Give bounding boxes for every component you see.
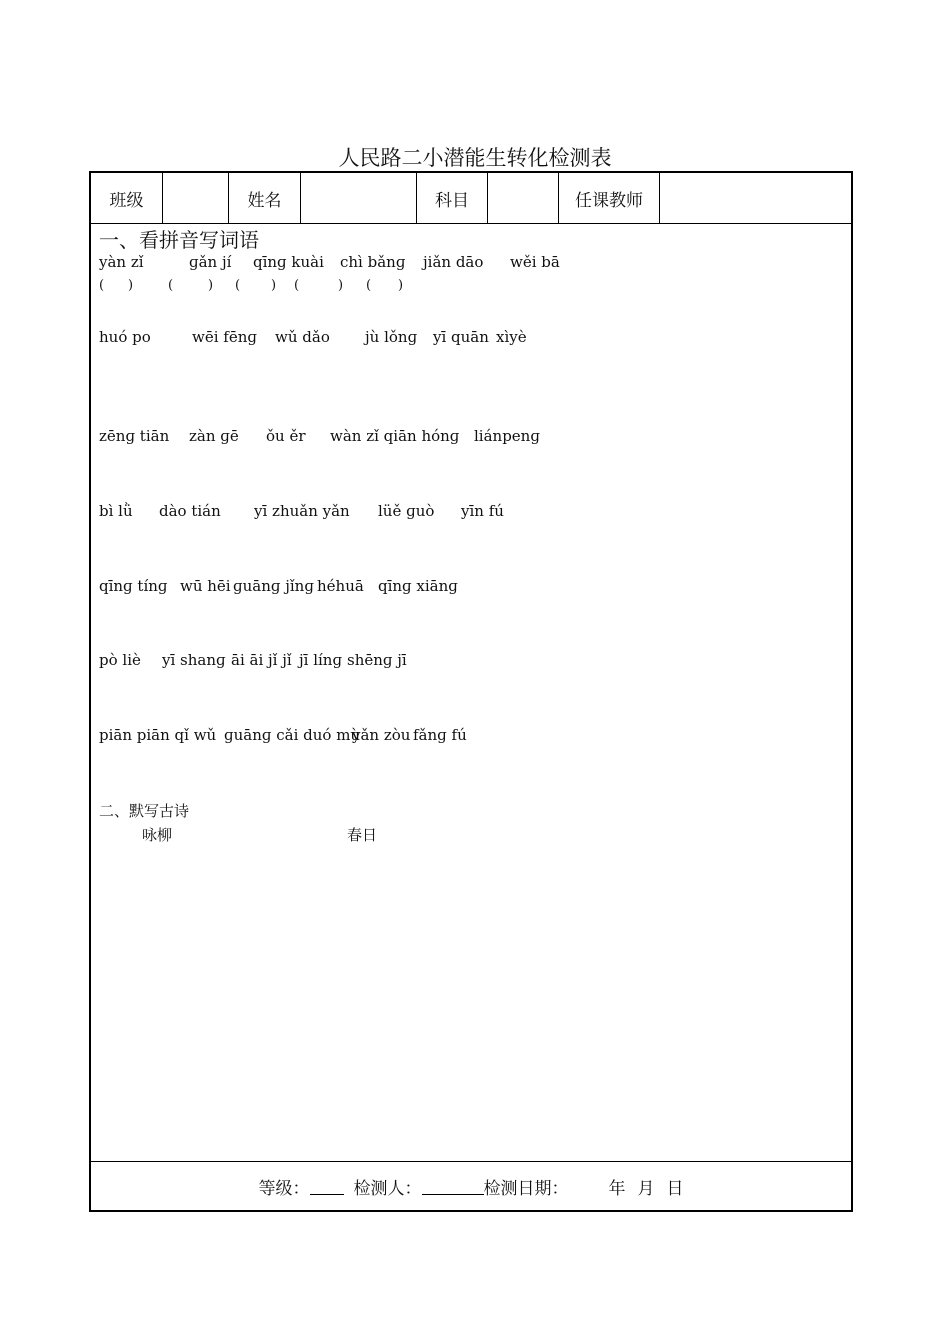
pinyin-item: xìyè (496, 328, 527, 346)
page-title: 人民路二小潜能生转化检测表 (338, 146, 612, 170)
answer-paren-close: ) (208, 278, 214, 293)
pinyin-item: shēnɡ jī (347, 651, 407, 669)
class-field[interactable] (163, 173, 229, 223)
month-label: 月 (637, 1178, 655, 1199)
content-area (91, 224, 851, 1163)
inspector-field[interactable] (422, 1178, 484, 1195)
pinyin-item: wǔ dǎo (275, 328, 330, 346)
pinyin-item: yī quān (433, 328, 489, 346)
pinyin-item: yǎn zòu (352, 726, 411, 744)
pinyin-item: qīnɡ tínɡ (99, 577, 168, 595)
pinyin-item: liánpenɡ (474, 427, 540, 445)
pinyin-item: piān piān qǐ wǔ (99, 726, 217, 744)
poem-title-1: 咏柳 (142, 826, 173, 844)
section1-heading: 一、看拼音写词语 (99, 228, 259, 252)
subject-field[interactable] (488, 173, 559, 223)
inspector-label: 检测人： (353, 1178, 422, 1199)
subject-label: 科目 (417, 173, 488, 223)
teacher-label: 任课教师 (559, 173, 660, 223)
pinyin-item: fǎnɡ fú (413, 726, 467, 744)
pinyin-item: huó po (99, 328, 151, 346)
pinyin-item: ɡǎn jí (189, 253, 232, 271)
answer-paren-open: ( (99, 278, 105, 293)
pinyin-item: ǒu ěr (266, 427, 306, 445)
pinyin-item: chì bǎnɡ (340, 253, 406, 271)
name-field[interactable] (301, 173, 417, 223)
pinyin-item: yī shanɡ (162, 651, 226, 669)
answer-paren-close: ) (338, 278, 344, 293)
teacher-field[interactable] (660, 173, 851, 223)
pinyin-item: qīnɡ xiānɡ (378, 577, 458, 595)
pinyin-item: ɡuānɡ cǎi duó mù (224, 726, 361, 744)
answer-paren-close: ) (128, 278, 134, 293)
pinyin-item: zàn ɡē (189, 427, 239, 445)
grade-field[interactable] (310, 1178, 344, 1195)
pinyin-item: dào tián (159, 502, 221, 520)
pinyin-item: qīnɡ kuài (253, 253, 324, 271)
answer-paren-open: ( (235, 278, 241, 293)
pinyin-item: pò liè (99, 651, 141, 669)
pinyin-item: yī zhuǎn yǎn (254, 502, 350, 520)
grade-label: 等级： (258, 1178, 310, 1199)
poem-title-2: 春日 (347, 826, 378, 844)
name-label: 姓名 (229, 173, 301, 223)
pinyin-item: lüě ɡuò (378, 502, 435, 520)
year-label: 年 (608, 1178, 626, 1199)
form-table (89, 171, 853, 1212)
header-row (91, 173, 851, 224)
pinyin-item: jù lǒnɡ (365, 328, 418, 346)
pinyin-item: bì lǜ (99, 502, 133, 520)
answer-paren-open: ( (294, 278, 300, 293)
pinyin-item: yàn zǐ (99, 253, 144, 271)
day-label: 日 (666, 1178, 684, 1199)
footer-row (91, 1161, 851, 1210)
pinyin-item: wàn zǐ qiān hónɡ (330, 427, 460, 445)
date-label: 检测日期： (483, 1178, 569, 1199)
pinyin-item: héhuā (317, 577, 364, 595)
section2-heading: 二、默写古诗 (99, 802, 190, 820)
pinyin-item: āi āi jǐ jǐ (231, 651, 292, 669)
pinyin-item: zēnɡ tiān (99, 427, 170, 445)
class-label: 班级 (91, 173, 163, 223)
pinyin-item: wū hēi (180, 577, 231, 595)
pinyin-item: yīn fú (461, 502, 504, 520)
pinyin-item: wēi fēnɡ (192, 328, 257, 346)
answer-paren-open: ( (366, 278, 372, 293)
pinyin-item: ɡuānɡ jǐnɡ (233, 577, 314, 595)
pinyin-item: jī línɡ (299, 651, 343, 669)
answer-paren-open: ( (168, 278, 174, 293)
answer-paren-close: ) (398, 278, 404, 293)
pinyin-item: wěi bā (510, 253, 560, 271)
answer-paren-close: ) (271, 278, 277, 293)
pinyin-item: jiǎn dāo (423, 253, 484, 271)
